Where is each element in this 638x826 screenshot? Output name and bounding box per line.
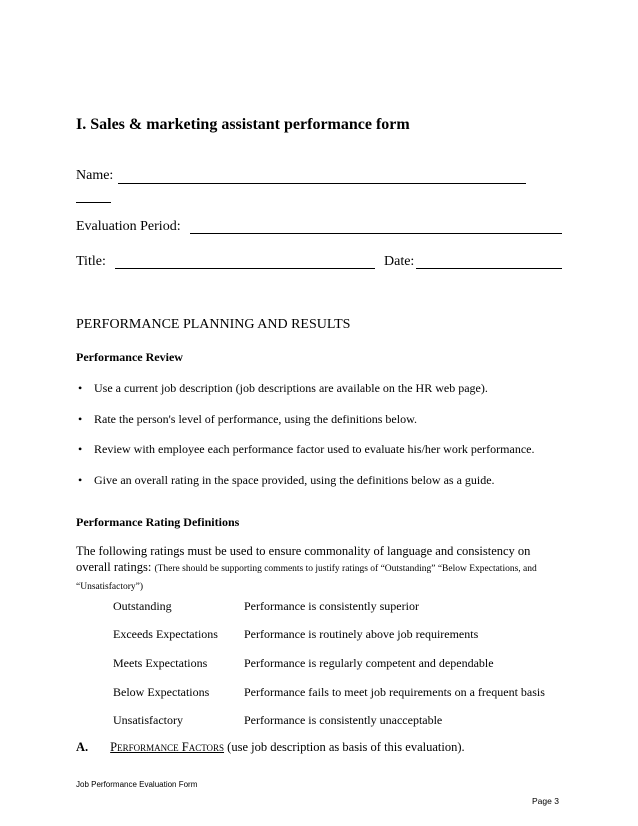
bullet-icon: • bbox=[78, 412, 83, 426]
bullet-icon: • bbox=[78, 473, 83, 487]
name-input-line-continued[interactable] bbox=[76, 202, 111, 203]
performance-factors-letter: A. bbox=[76, 740, 89, 754]
list-item bbox=[78, 381, 488, 396]
bullet-icon: • bbox=[78, 381, 83, 395]
performance-factors-label: Performance Factors bbox=[110, 740, 225, 754]
bullet-text: Review with employee each performance factor used to evaluate his/her work performance. bbox=[94, 442, 535, 456]
rating-term: Meets Expectations bbox=[113, 656, 208, 670]
list-item bbox=[78, 442, 534, 457]
performance-factors-text: (use job description as basis of this evaluation). bbox=[227, 740, 465, 754]
name-input-line[interactable] bbox=[118, 183, 526, 184]
footer-form-name: Job Performance Evaluation Form bbox=[76, 780, 198, 789]
bullet-icon: • bbox=[78, 442, 83, 456]
rating-term: Below Expectations bbox=[113, 685, 210, 699]
section-heading: PERFORMANCE PLANNING AND RESULTS bbox=[76, 317, 351, 332]
title-label: Title: bbox=[76, 254, 106, 269]
intro-text: The following ratings must be used to ensure commonality of language and consistency on overall ratings: bbox=[76, 544, 531, 574]
date-label: Date: bbox=[384, 254, 415, 269]
list-item bbox=[78, 473, 495, 488]
rating-definitions-heading: Performance Rating Definitions bbox=[76, 515, 240, 529]
rating-definitions-intro bbox=[76, 543, 556, 595]
title-input-line[interactable] bbox=[115, 268, 375, 269]
name-label: Name: bbox=[76, 168, 114, 183]
rating-definition: Performance is consistently superior bbox=[244, 599, 419, 613]
evaluation-period-input-line[interactable] bbox=[190, 233, 562, 234]
rating-definition: Performance is routinely above job requirements bbox=[244, 627, 479, 641]
rating-term: Exceeds Expectations bbox=[113, 627, 218, 641]
performance-factors-line bbox=[76, 740, 465, 755]
rating-definition: Performance is consistently unacceptable bbox=[244, 713, 443, 727]
date-input-line[interactable] bbox=[416, 268, 562, 269]
rating-definition: Performance fails to meet job requirements on a frequent basis bbox=[244, 685, 545, 699]
rating-term: Outstanding bbox=[113, 599, 172, 613]
bullet-text: Rate the person's level of performance, using the definitions below. bbox=[94, 412, 417, 426]
evaluation-period-label: Evaluation Period: bbox=[76, 219, 181, 234]
page-number: Page 3 bbox=[532, 796, 559, 806]
rating-term: Unsatisfactory bbox=[113, 713, 183, 727]
performance-review-heading: Performance Review bbox=[76, 350, 183, 364]
form-title: I. Sales & marketing assistant performance form bbox=[76, 116, 410, 133]
intro-note: (There should be supporting comments to justify ratings of “Outstanding” “Below Expectations, and “Unsatisfactory”) bbox=[76, 564, 537, 592]
rating-definition: Performance is regularly competent and dependable bbox=[244, 656, 494, 670]
bullet-text: Give an overall rating in the space provided, using the definitions below as a guide. bbox=[94, 473, 495, 487]
bullet-text: Use a current job description (job descriptions are available on the HR web page). bbox=[94, 381, 488, 395]
list-item bbox=[78, 412, 417, 427]
